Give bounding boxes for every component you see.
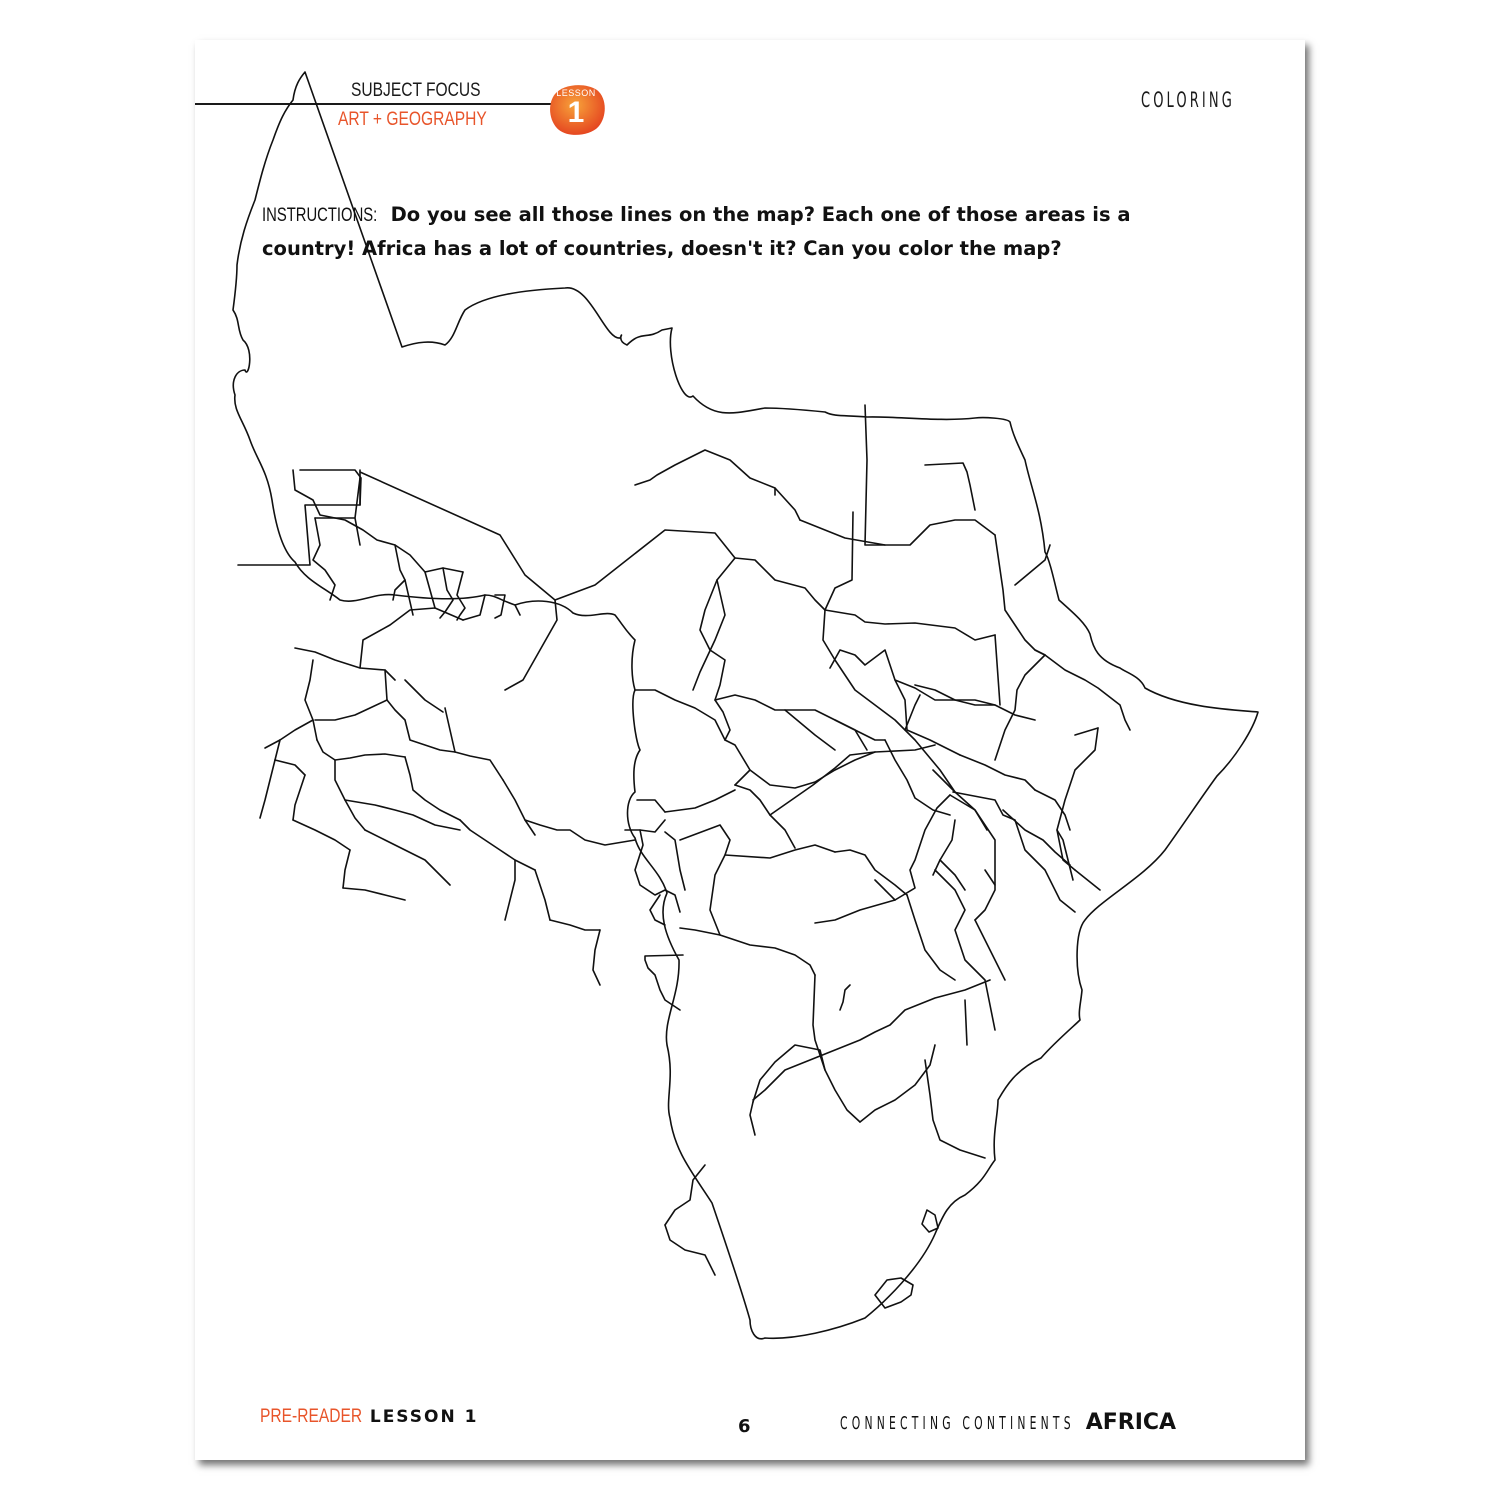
footer-continent: AFRICA xyxy=(1085,1410,1177,1435)
continent-outline xyxy=(233,72,1258,1339)
badge-lesson-label: LESSON xyxy=(556,88,596,98)
footer-right xyxy=(840,1410,1176,1435)
subject-focus-label: SUBJECT FOCUS xyxy=(351,80,481,101)
subject-label: ART + GEOGRAPHY xyxy=(338,109,487,130)
africa-outline-map-icon xyxy=(195,40,1305,1460)
instructions-label: INSTRUCTIONS: xyxy=(262,205,378,226)
section-title: COLORING xyxy=(1141,88,1235,112)
worksheet-page xyxy=(195,40,1305,1460)
page-number: 6 xyxy=(738,1416,751,1437)
footer-lesson: LESSON 1 xyxy=(369,1407,479,1427)
footer-series: CONNECTING CONTINENTS xyxy=(840,1413,1075,1434)
instructions-text: Do you see all those lines on the map? Each one of those areas is a country! Africa has a lot of countries, doesn't it? Can you color the map? xyxy=(262,203,1131,260)
footer-left xyxy=(260,1406,478,1428)
footer-level: PRE-READER xyxy=(260,1406,363,1427)
badge-lesson-number: 1 xyxy=(567,96,585,129)
